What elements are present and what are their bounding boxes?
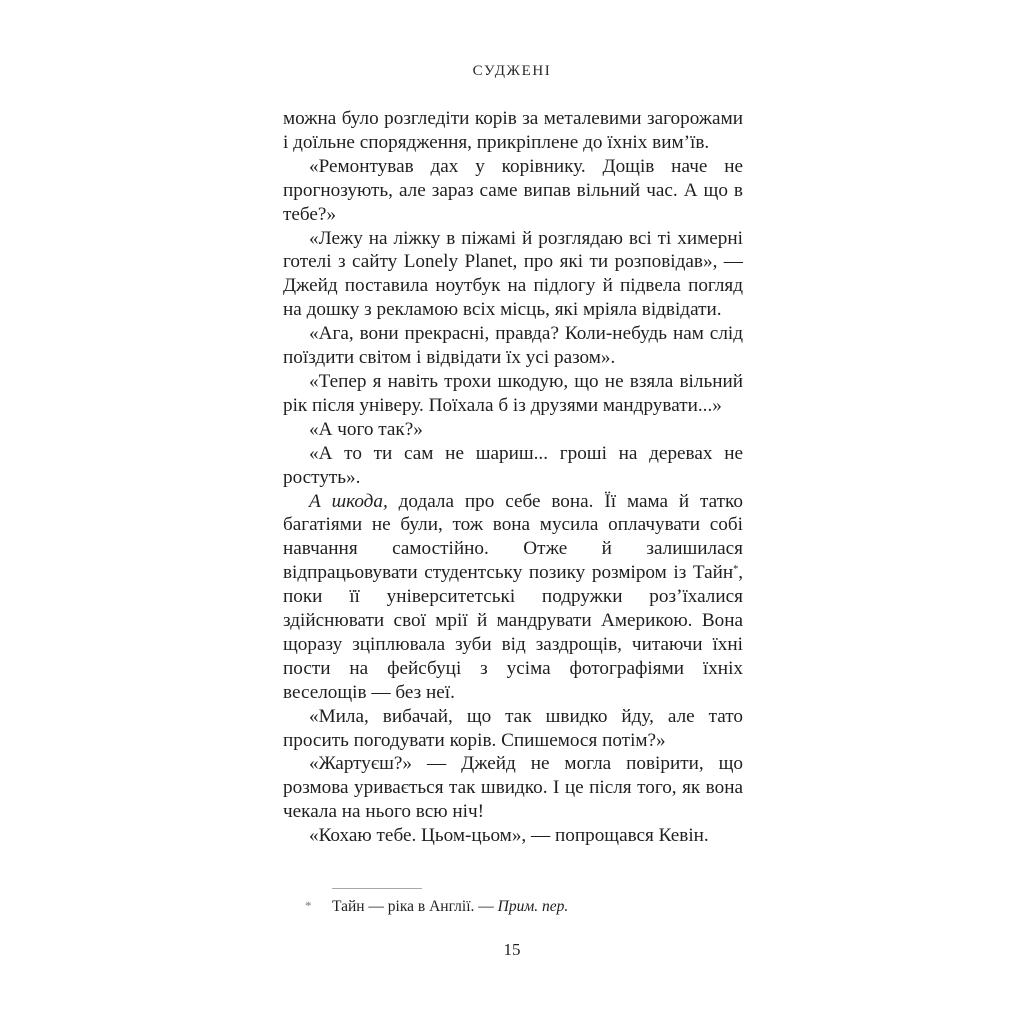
paragraph-8-text-a: додала про себе вона. Її мама й татко багатіями не були, тож вона мусила оплачувати собі навчання самостійно. Отже й залишилася відпрацьовувати студентську позику розміром із Тайн	[283, 490, 743, 584]
page-number: 15	[503, 940, 521, 959]
body-text	[283, 107, 743, 848]
paragraph-7: «А то ти сам не шариш... гроші на деревах не ростуть».	[283, 442, 743, 488]
paragraph-10: «Жартуєш?» — Джейд не могла повірити, що розмова уривається так швидко. І це після того, як вона чекала на нього всю ніч!	[283, 753, 743, 823]
paragraph-8-text-b: , поки її університетські подружки роз’їхалися здійснювати свої мрії й мандрувати Америкою. Вона щоразу зціплювала зуби від заздрощів, читаючи їхні пости на фейсбуці з усіма фотографіями їхніх веселощів — без неї.	[283, 562, 743, 703]
paragraph-2: «Ремонтував дах у корівнику. Дощів наче не прогнозують, але зараз саме випав вільний час. А що в тебе?»	[283, 155, 743, 225]
paragraph-8	[283, 490, 743, 705]
footnote-asterisk-icon: *	[305, 898, 312, 913]
footnote	[305, 896, 745, 917]
paragraph-5: «Тепер я навіть трохи шкодую, що не взяла вільний рік після універу. Поїхала б із друзями мандрувати...»	[283, 370, 743, 416]
footnote-reference[interactable]: *	[733, 564, 739, 576]
footnote-divider	[332, 888, 422, 889]
paragraph-1: можна було розгледіти корів за металевими загорожами і доїльне спорядження, прикріплене до їхніх вим’їв.	[283, 108, 743, 153]
paragraph-6: «А чого так?»	[309, 418, 423, 440]
footnote-text: Тайн — ріка в Англії. —	[332, 898, 498, 915]
italic-thought: А шкода,	[309, 490, 388, 512]
paragraph-9: «Мила, вибачай, що так швидко йду, але тато просить погодувати корів. Спишемося потім?»	[283, 705, 743, 751]
paragraph-3: «Лежу на ліжку в піжамі й розглядаю всі ті химерні готелі з сайту Lonely Planet, про які ти розповідав», — Джейд поставила ноутбук на підлогу й підвела погляд на дошку з рекламою всіх місць, які мріяла відвідати.	[283, 227, 743, 321]
paragraph-4: «Ага, вони прекрасні, правда? Коли-небудь нам слід поїздити світом і відвідати їх усі разом».	[283, 323, 743, 369]
translator-note: Прим. пер.	[497, 898, 569, 915]
paragraph-11: «Кохаю тебе. Цьом-цьом», — попрощався Кевін.	[309, 825, 709, 847]
running-head: СУДЖЕНІ	[472, 63, 552, 79]
